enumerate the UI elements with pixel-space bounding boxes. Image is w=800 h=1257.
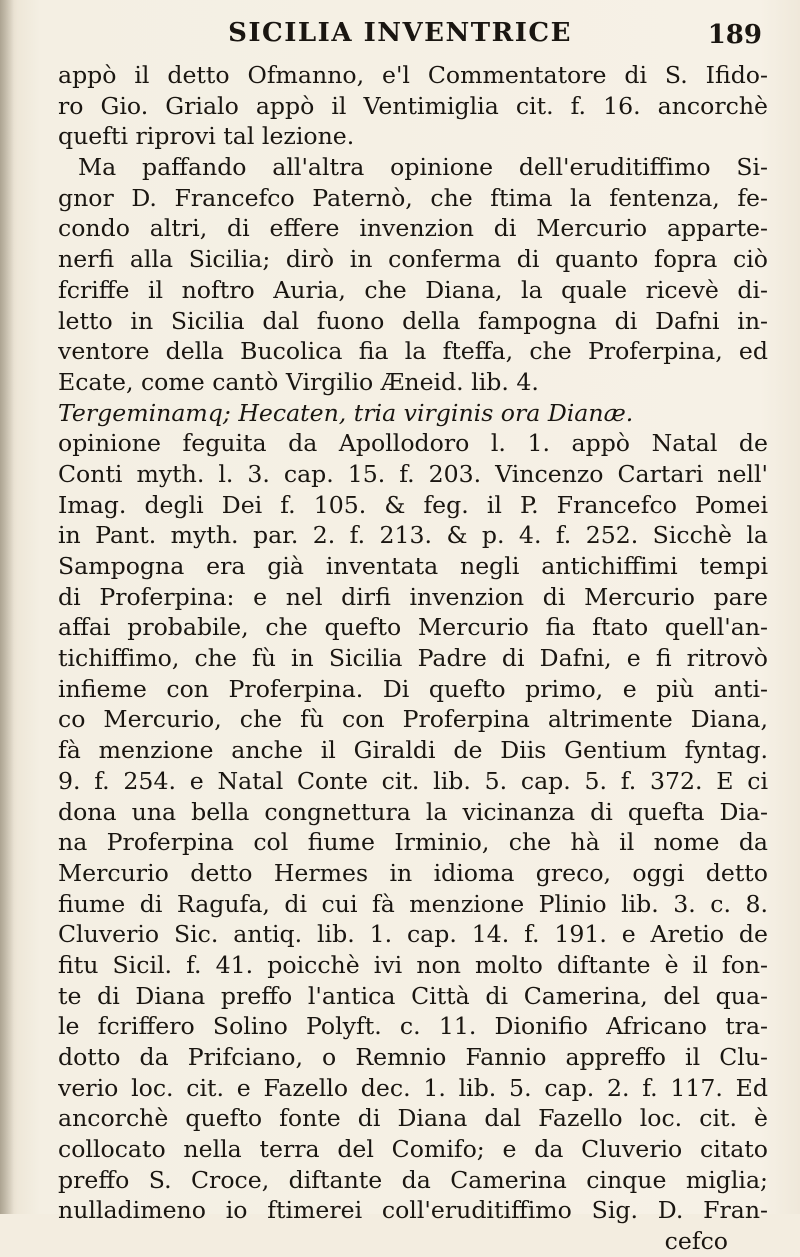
text-line: ancorchè quefto fonte di Diana dal Fazello loc. cit. è	[58, 1104, 768, 1133]
text-line: tichiffimo, che fù in Sicilia Padre di Dafni, e fi ritrovò	[58, 644, 768, 673]
text-line: appò il detto Ofmanno, e'l Commentatore di S. Ifido-	[58, 61, 768, 89]
body-text	[58, 60, 768, 1257]
text-line: na Proferpina col fiume Irminio, che hà il nome da	[58, 828, 768, 857]
text-line: Imag. degli Dei f. 105. & feg. il P. Francefco Pomei	[58, 490, 768, 519]
text-line: Ecate, come cantò Virgilio Æneid. lib. 4.	[58, 367, 539, 396]
text-line: Conti myth. l. 3. cap. 15. f. 203. Vincenzo Cartari nell'	[58, 459, 768, 488]
page-header	[0, 12, 800, 56]
running-title: SICILIA INVENTRICE	[228, 18, 572, 48]
text-line: dotto da Prifciano, o Remnio Fannio appreffo il Clu-	[58, 1043, 768, 1071]
text-line: preffo S. Croce, diftante da Camerina cinque miglia;	[58, 1165, 768, 1194]
text-line: le fcriffero Solino Polyft. c. 11. Dionifio Africano tra-	[58, 1012, 768, 1041]
text-line: fcriffe il noftro Auria, che Diana, la quale ricevè di-	[58, 275, 768, 304]
text-line: Mercurio detto Hermes in idioma greco, oggi detto	[58, 858, 768, 887]
text-line: Tergeminamq; Hecaten, tria virginis ora Dianæ.	[58, 398, 634, 427]
text-line: affai probabile, che quefto Mercurio fia ftato quell'an-	[58, 613, 768, 642]
text-line: dona una bella congnettura la vicinanza di quefta Dia-	[58, 797, 768, 826]
text-line: nerfi alla Sicilia; dirò in conferma di quanto fopra ciò	[58, 245, 768, 274]
text-line: di Proferpina: e nel dirfi invenzion di Mercurio pare	[58, 582, 768, 611]
text-line: infieme con Proferpina. Di quefto primo, e più anti-	[58, 674, 768, 703]
text-line: quefti riprovi tal lezione.	[58, 122, 355, 151]
text-line: collocato nella terra del Comifo; e da Cluverio citato	[58, 1135, 768, 1164]
text-line: 9. f. 254. e Natal Conte cit. lib. 5. cap. 5. f. 372. E ci	[58, 766, 768, 795]
binding-shadow	[0, 0, 14, 1214]
text-line: ventore della Bucolica fia la fteffa, che Proferpina, ed	[58, 337, 768, 366]
text-line: Ma paffando all'altra opinione dell'eruditiffimo Si-	[78, 153, 768, 182]
text-line: condo altri, di effere invenzion di Mercurio apparte-	[58, 214, 768, 243]
text-line: ro Gio. Grialo appò il Ventimiglia cit. f. 16. ancorchè	[58, 91, 768, 120]
text-line: opinione feguita da Apollodoro l. 1. appò Natal de	[58, 429, 768, 458]
text-line: fà menzione anche il Giraldi de Diis Gentium fyntag.	[58, 736, 768, 765]
text-line: te di Diana preffo l'antica Città di Camerina, del qua-	[58, 981, 768, 1010]
text-line: Sampogna era già inventata negli antichiffimi tempi	[58, 552, 768, 580]
text-line: verio loc. cit. e Fazello dec. 1. lib. 5. cap. 2. f. 117. Ed	[58, 1073, 768, 1102]
text-line: co Mercurio, che fù con Proferpina altrimente Diana,	[58, 705, 768, 734]
text-line: nulladimeno io ftimerei coll'eruditiffimo Sig. D. Fran-	[58, 1196, 768, 1225]
page-number: 189	[707, 20, 762, 50]
text-line: gnor D. Francefco Paternò, che ftima la fentenza, fe-	[58, 183, 768, 212]
text-line: cefco	[664, 1227, 728, 1256]
text-line: letto in Sicilia dal fuono della fampogna di Dafni in-	[58, 306, 768, 335]
text-line: Cluverio Sic. antiq. lib. 1. cap. 14. f. 191. e Aretio de	[58, 920, 768, 949]
text-line: fitu Sicil. f. 41. poicchè ivi non molto diftante è il fon-	[58, 950, 768, 979]
text-line: fiume di Ragufa, di cui fà menzione Plinio lib. 3. c. 8.	[58, 889, 768, 918]
text-line: in Pant. myth. par. 2. f. 213. & p. 4. f. 252. Sicchè la	[58, 521, 768, 550]
